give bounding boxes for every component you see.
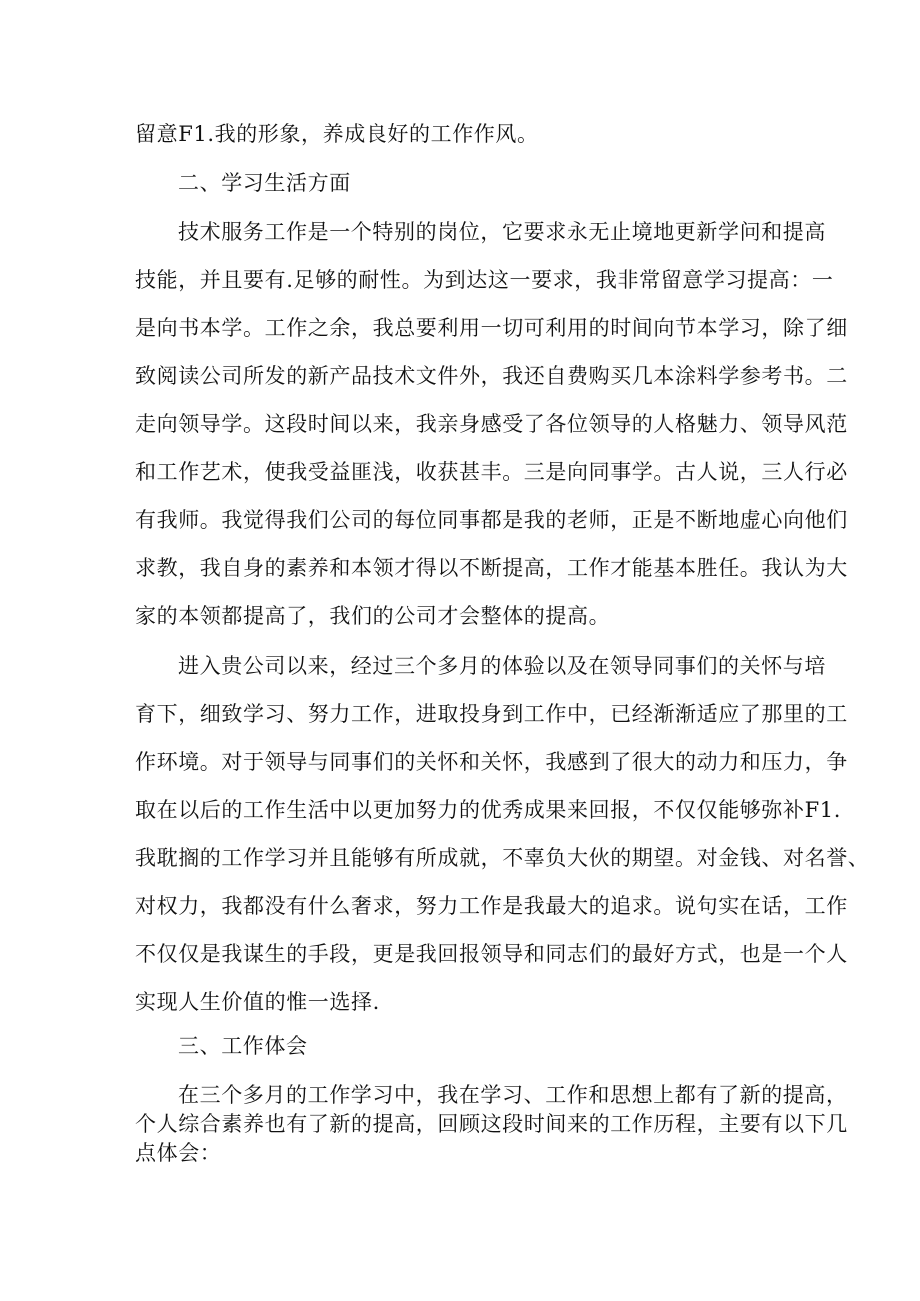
text-line: 育下，细致学习、努力工作，进取投身到工作中，已经渐渐适应了那里的工 [135,702,848,726]
section-heading: 三、工作体会 [178,1034,308,1058]
text-line: 走向领导学。这段时间以来，我亲身感受了各位领导的人格魅力、领导风范 [135,412,848,436]
text-line: 个人综合素养也有了新的提高，回顾这段时间来的工作历程，主要有以下几 [135,1112,848,1136]
text-line: 致阅读公司所发的新产品技术文件外，我还自费购买几本涂料学参考书。二 [135,364,848,388]
text-line: 点体会： [135,1141,222,1165]
text-line: 在三个多月的工作学习中，我在学习、工作和思想上都有了新的提高， [178,1083,848,1107]
text-line: 家的本领都提高了，我们的公司才会整体的提高。 [135,604,611,628]
text-line: 进入贵公司以来，经过三个多月的体验以及在领导同事们的关怀与培 [178,654,826,678]
text-line: 留意F1.我的形象，养成良好的工作作风。 [135,122,539,146]
text-line: 是向书本学。工作之余，我总要利用一切可利用的时间向节本学习，除了细 [135,316,848,340]
text-line: 不仅仅是我谋生的手段，更是我回报领导和同志们的最好方式，也是一个人 [135,942,848,966]
section-heading: 二、学习生活方面 [178,171,351,195]
text-line: 对权力，我都没有什么奢求，努力工作是我最大的追求。说句实在话，工作 [135,894,848,918]
text-line: 取在以后的工作生活中以更加努力的优秀成果来回报，不仅仅能够弥补F1. [135,798,842,822]
text-line: 有我师。我觉得我们公司的每位同事都是我的老师，正是不断地虚心向他们 [135,508,848,532]
text-line: 技术服务工作是一个特别的岗位，它要求永无止境地更新学问和提高 [178,220,826,244]
text-line: 技能，并且要有.足够的耐性。为到达这一要求，我非常留意学习提高：一 [135,268,834,292]
text-line: 实现人生价值的惟一选择. [135,990,380,1014]
text-line: 求教，我自身的素养和本领才得以不断提高，工作才能基本胜任。我认为大 [135,556,848,580]
text-line: 和工作艺术，使我受益匪浅，收获甚丰。三是向同事学。古人说，三人行必 [135,460,848,484]
text-line: 作环境。对于领导与同事们的关怀和关怀，我感到了很大的动力和压力，争 [135,750,848,774]
text-line: 我耽搁的工作学习并且能够有所成就，不辜负大伙的期望。对金钱、对名誉、 [135,846,870,870]
